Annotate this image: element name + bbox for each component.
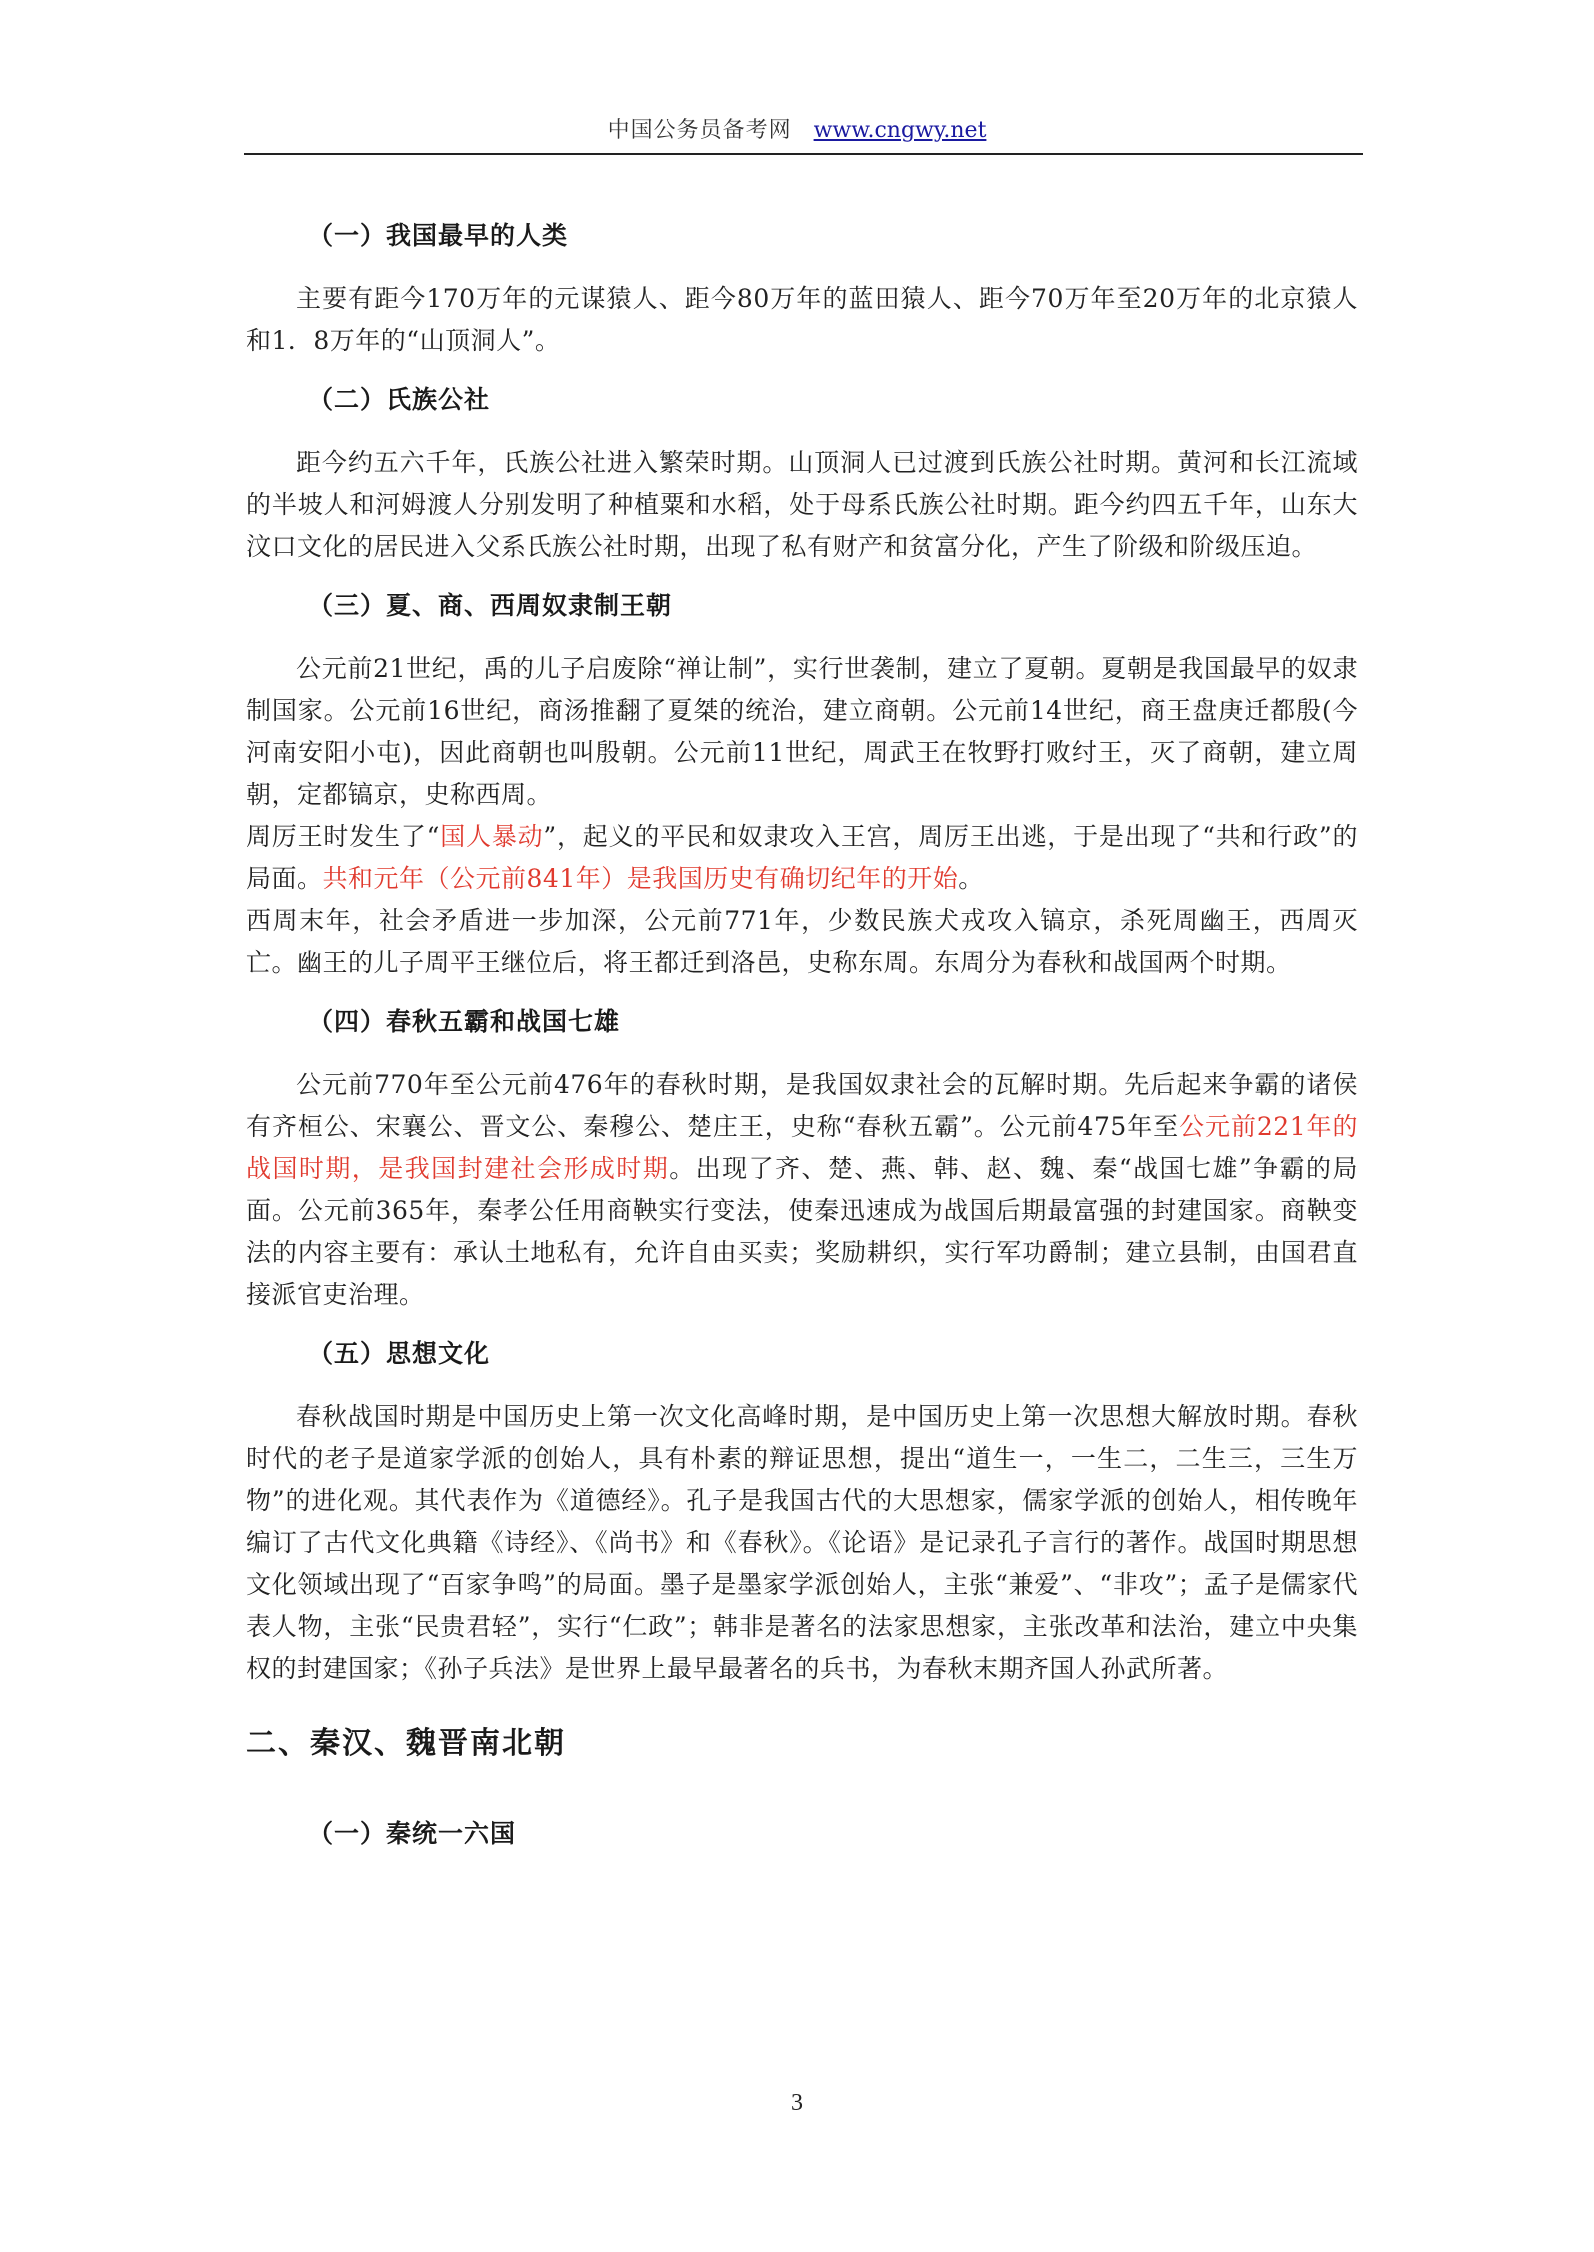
chapter-title-qin-han: 二、秦汉、魏晋南北朝 xyxy=(246,1726,566,1761)
page-number: 3 xyxy=(791,2090,803,2116)
section-title-clan-commune: （二）氏族公社 xyxy=(308,385,491,414)
page-header xyxy=(0,113,1594,144)
text-run: 。 xyxy=(958,864,984,893)
section-text-spring-autumn-warring-states xyxy=(246,1064,1358,1316)
highlight-guoren-uprising: 国人暴动 xyxy=(439,822,544,851)
section-text-xia-shang-zhou-1: 公元前21世纪，禹的儿子启废除“禅让制”，实行世袭制，建立了夏朝。夏朝是我国最早的奴隶制国家。公元前16世纪，商汤推翻了夏桀的统治，建立商朝。公元前14世纪，商王盘庚迁都殷(今河南安阳小屯)，因此商朝也叫殷朝。公元前11世纪，周武王在牧野打败纣王，灭了商朝，建立周朝，定都镐京，史称西周。 xyxy=(246,654,1358,809)
section-text-earliest-humans: 主要有距今170万年的元谋猿人、距今80万年的蓝田猿人、距今70万年至20万年的北京猿人和1．8万年的“山顶洞人”。 xyxy=(246,284,1358,355)
header-divider xyxy=(244,153,1363,155)
document-body xyxy=(246,218,1358,1852)
section-title-spring-autumn-warring-states: （四）春秋五霸和战国七雄 xyxy=(308,1007,621,1036)
text-run: 。出现了齐、楚、燕、韩、赵、魏、秦“战国七雄”争霸的局面。公元前365年，秦孝公任用商鞅实行变法，使秦迅速成为战国后期最富强的封建国家。商鞅变法的内容主要有：承认土地私有，允许自由买卖；奖励耕织，实行军功爵制；建立县制，由国君直接派官吏治理。 xyxy=(246,1154,1358,1309)
highlight-gonghe-year: 共和元年（公元前841年）是我国历史有确切纪年的开始 xyxy=(322,864,959,893)
section-title-thought-culture: （五）思想文化 xyxy=(308,1339,491,1368)
section-text-xia-shang-zhou-3: 西周末年，社会矛盾进一步加深，公元前771年，少数民族犬戎攻入镐京，杀死周幽王，西周灭亡。幽王的儿子周平王继位后，将王都迁到洛邑，史称东周。东周分为春秋和战国两个时期。 xyxy=(246,906,1358,977)
site-name: 中国公务员备考网 xyxy=(607,118,792,143)
section-title-xia-shang-zhou: （三）夏、商、西周奴隶制王朝 xyxy=(308,591,673,620)
site-url-link[interactable]: www.cngwy.net xyxy=(813,118,987,143)
section-text-xia-shang-zhou-2 xyxy=(246,816,1358,900)
highlight-warring-states: 公元前221年的战国时期，是我国封建社会形成时期 xyxy=(246,1112,1358,1183)
section-text-clan-commune: 距今约五六千年，氏族公社进入繁荣时期。山顶洞人已过渡到氏族公社时期。黄河和长江流域的半坡人和河姆渡人分别发明了种植粟和水稻，处于母系氏族公社时期。距今约四五千年，山东大汶口文化的居民进入父系氏族公社时期，出现了私有财产和贫富分化，产生了阶级和阶级压迫。 xyxy=(246,448,1358,561)
section-title-qin-unification: （一）秦统一六国 xyxy=(308,1819,517,1848)
text-run: ”，起义的平民和奴隶攻入王宫，周厉王出逃，于是出现了“共和行政”的局面。 xyxy=(246,822,1358,893)
text-run: 公元前770年至公元前476年的春秋时期，是我国奴隶社会的瓦解时期。先后起来争霸的诸侯有齐桓公、宋襄公、晋文公、秦穆公、楚庄王，史称“春秋五霸”。公元前475年至 xyxy=(246,1070,1358,1141)
section-title-earliest-humans: （一）我国最早的人类 xyxy=(308,221,569,250)
section-text-thought-culture: 春秋战国时期是中国历史上第一次文化高峰时期，是中国历史上第一次思想大解放时期。春秋时代的老子是道家学派的创始人，具有朴素的辩证思想，提出“道生一，一生二，二生三，三生万物”的进化观。其代表作为《道德经》。孔子是我国古代的大思想家，儒家学派的创始人，相传晚年编订了古代文化典籍《诗经》、《尚书》和《春秋》。《论语》是记录孔子言行的著作。战国时期思想文化领域出现了“百家争鸣”的局面。墨子是墨家学派创始人，主张“兼爱”、“非攻”；孟子是儒家代表人物，主张“民贵君轻”，实行“仁政”；韩非是著名的法家思想家，主张改革和法治，建立中央集权的封建国家；《孙子兵法》是世界上最早最著名的兵书，为春秋末期齐国人孙武所著。 xyxy=(246,1402,1358,1683)
text-run: 周厉王时发生了“ xyxy=(246,822,440,851)
